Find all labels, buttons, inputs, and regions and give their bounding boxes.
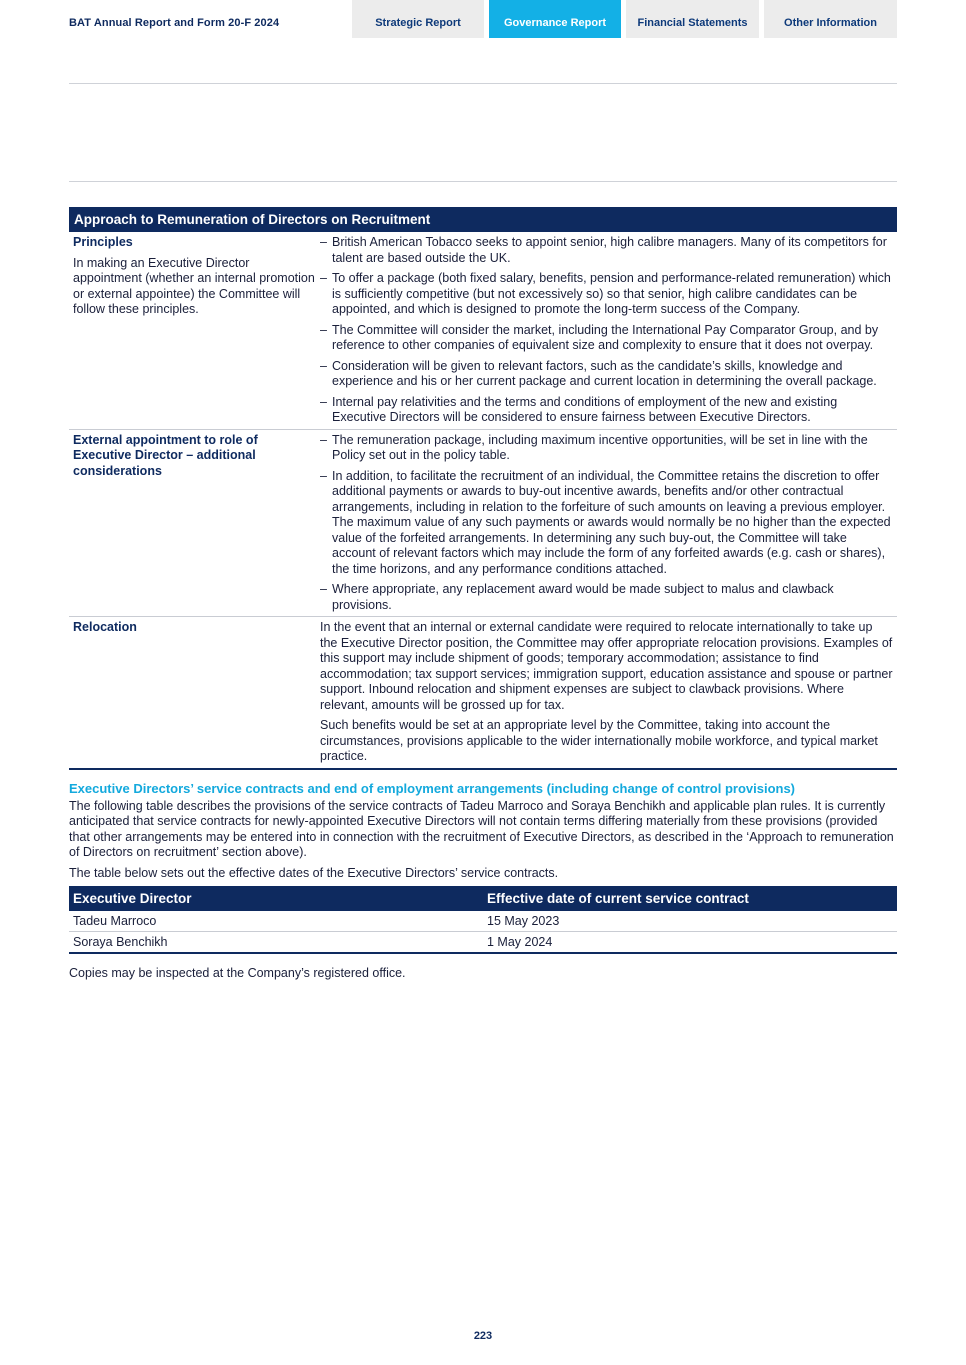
table-row — [69, 911, 897, 932]
recruitment-table-title: Approach to Remuneration of Directors on Recruitment — [69, 207, 897, 232]
row-title: External appointment to role of Executive Director – additional considerations — [73, 432, 258, 478]
table-cell: Tadeu Marroco — [73, 914, 157, 928]
section-heading: Executive Directors’ service contracts and end of employment arrangements (including change of control provisions) — [69, 780, 796, 796]
bullet-item: – The remuneration package, including maximum incentive opportunities, will be set in line with the Policy set out in the policy table. — [320, 432, 868, 462]
paragraph: Such benefits would be set at an appropriate level by the Committee, taking into account the circumstances, provisions applicable to the wider internationally mobile workforce, and typical market practice. — [320, 718, 878, 763]
row-label-cell — [69, 620, 320, 765]
row-description: In making an Executive Director appointment (whether an internal promotion or external appointee) the Committee will follow these principles. — [73, 255, 315, 316]
table-row-relocation — [69, 617, 897, 770]
tab-other-information[interactable]: Other Information — [764, 0, 897, 38]
row-content-cell — [320, 433, 897, 614]
bullet-item: – Where appropriate, any replacement award would be made subject to malus and clawback provisions. — [320, 582, 834, 612]
column-header: Effective date of current service contract — [487, 891, 749, 906]
paragraph: In the event that an internal or external candidate were required to relocate internationally to take up the Executive Director position, the Committee may offer appropriate relocation provisions. Examples of this support may include shipment of goods; temporary accommodation; assistance to find accommodation; tax support services; immigration support, education assistance and spouse or partner support. Inbound relocation and shipment expenses are subject to clawback provisions. Where relevant, amounts will be grossed up for tax. — [320, 620, 893, 712]
row-title: Relocation — [73, 620, 137, 634]
row-label-cell — [69, 433, 320, 614]
page-header — [0, 0, 966, 40]
bullet-item: – To offer a package (both fixed salary, benefits, pension and performance-related remuneration) which is sufficiently competitive (but not excessively so) so that senior, high calibre candidates can be appointed, and which is designed to promote the long-term success of the Company. — [320, 271, 891, 316]
recruitment-table — [69, 207, 897, 770]
page-number: 223 — [473, 1330, 493, 1342]
table-row-external-appointment — [69, 430, 897, 618]
table-cell: Soraya Benchikh — [73, 935, 168, 949]
row-title: Principles — [73, 235, 133, 249]
column-header: Executive Director — [73, 891, 192, 906]
divider-second — [69, 181, 897, 182]
report-title: BAT Annual Report and Form 20-F 2024 — [69, 17, 280, 29]
bullet-item: – In addition, to facilitate the recruitment of an individual, the Committee retains the discretion to offer additional payments or awards to buy-out incentive awards, benefits and/or other contractual arrangements, including in relation to the forfeiture of such amounts on leaving a previous employer. The maximum value of any such payments or awards would normally be no higher than the expected value of the forfeited arrangements. In determining any such buy-out, the Committee will take account of relevant factors which may include the form of any forfeited awards (e.g. cash or shares), the time horizons, and any performance conditions attached. — [320, 468, 891, 576]
section-paragraph: The table below sets out the effective dates of the Executive Directors’ service contracts. — [69, 865, 559, 880]
row-content-cell — [320, 620, 897, 765]
divider-top — [69, 83, 897, 84]
table-header-row — [69, 886, 897, 911]
footnote: Copies may be inspected at the Company’s registered office. — [69, 966, 406, 980]
tab-strategic-report[interactable]: Strategic Report — [352, 0, 484, 38]
service-contracts-table — [69, 886, 897, 954]
tab-financial-statements[interactable]: Financial Statements — [626, 0, 759, 38]
bullet-item: – The Committee will consider the market, including the International Pay Comparator Group, and by reference to other companies of equivalent size and complexity to ensure that it does not overpay. — [320, 322, 879, 352]
row-content-cell — [320, 235, 897, 426]
table-cell: 15 May 2023 — [487, 914, 560, 928]
tab-governance-report[interactable]: Governance Report — [489, 0, 621, 38]
bullet-item: – Consideration will be given to relevant factors, such as the candidate’s skills, knowledge and experience and his or her current package and current location in determining the overall package. — [320, 358, 877, 388]
table-cell: 1 May 2024 — [487, 935, 553, 949]
table-row — [69, 932, 897, 954]
row-label-cell — [69, 235, 320, 426]
bullet-item: – Internal pay relativities and the terms and conditions of employment of the new and existing Executive Directors will be considered to ensure fairness between Executive Directors. — [320, 394, 838, 424]
main-content — [69, 207, 897, 980]
table-row-principles — [69, 232, 897, 430]
bullet-item: – British American Tobacco seeks to appoint senior, high calibre managers. Many of its competitors for talent are based outside the UK. — [320, 235, 887, 265]
section-paragraph: The following table describes the provisions of the service contracts of Tadeu Marroco and Soraya Benchikh and applicable plan rules. It is currently anticipated that service contracts for newly-appointed Executive Directors will not contain terms differing materially from these provisions (provided that other arrangements may be entered into in connection with the recruitment of Executive Directors, as described in the ‘Approach to remuneration of Directors on recruitment’ section above). — [69, 798, 894, 859]
